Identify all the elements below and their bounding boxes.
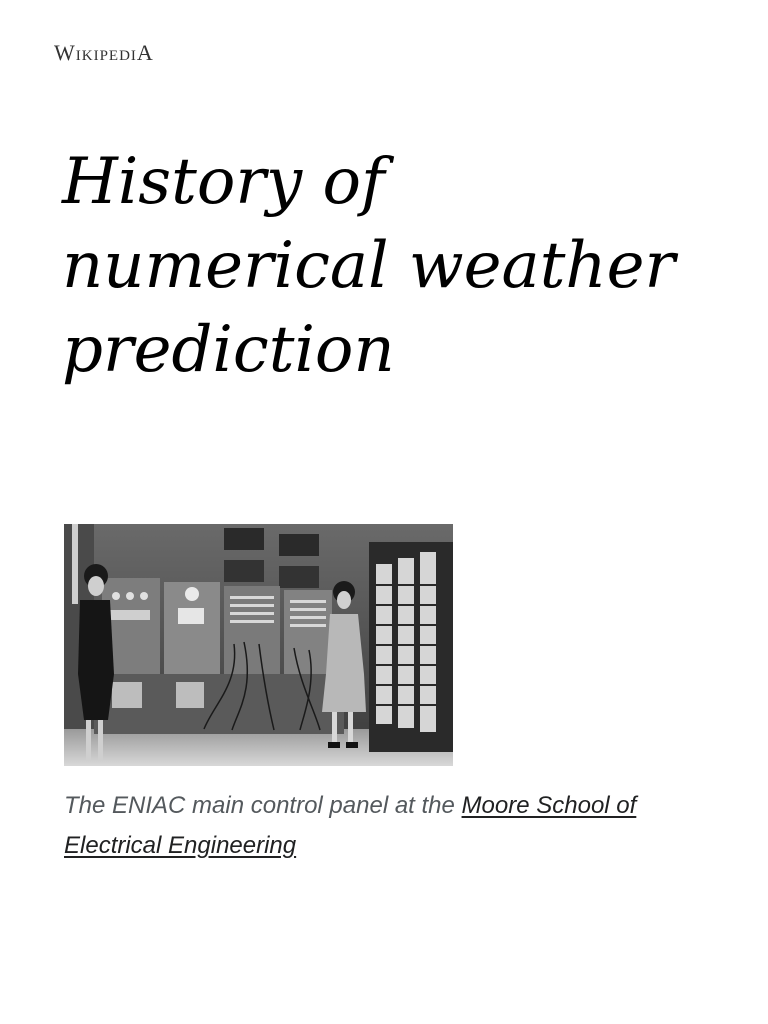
page-title: History of numerical weather prediction <box>62 145 676 387</box>
image-caption <box>64 786 704 866</box>
eniac-photo <box>64 524 453 766</box>
moore-school-link[interactable]: Moore School of Electrical Engineering <box>64 792 637 859</box>
wikipedia-wordmark[interactable]: WikipediA <box>54 40 154 65</box>
caption-text: The ENIAC main control panel at the <box>64 792 462 819</box>
lead-image[interactable] <box>64 524 453 766</box>
